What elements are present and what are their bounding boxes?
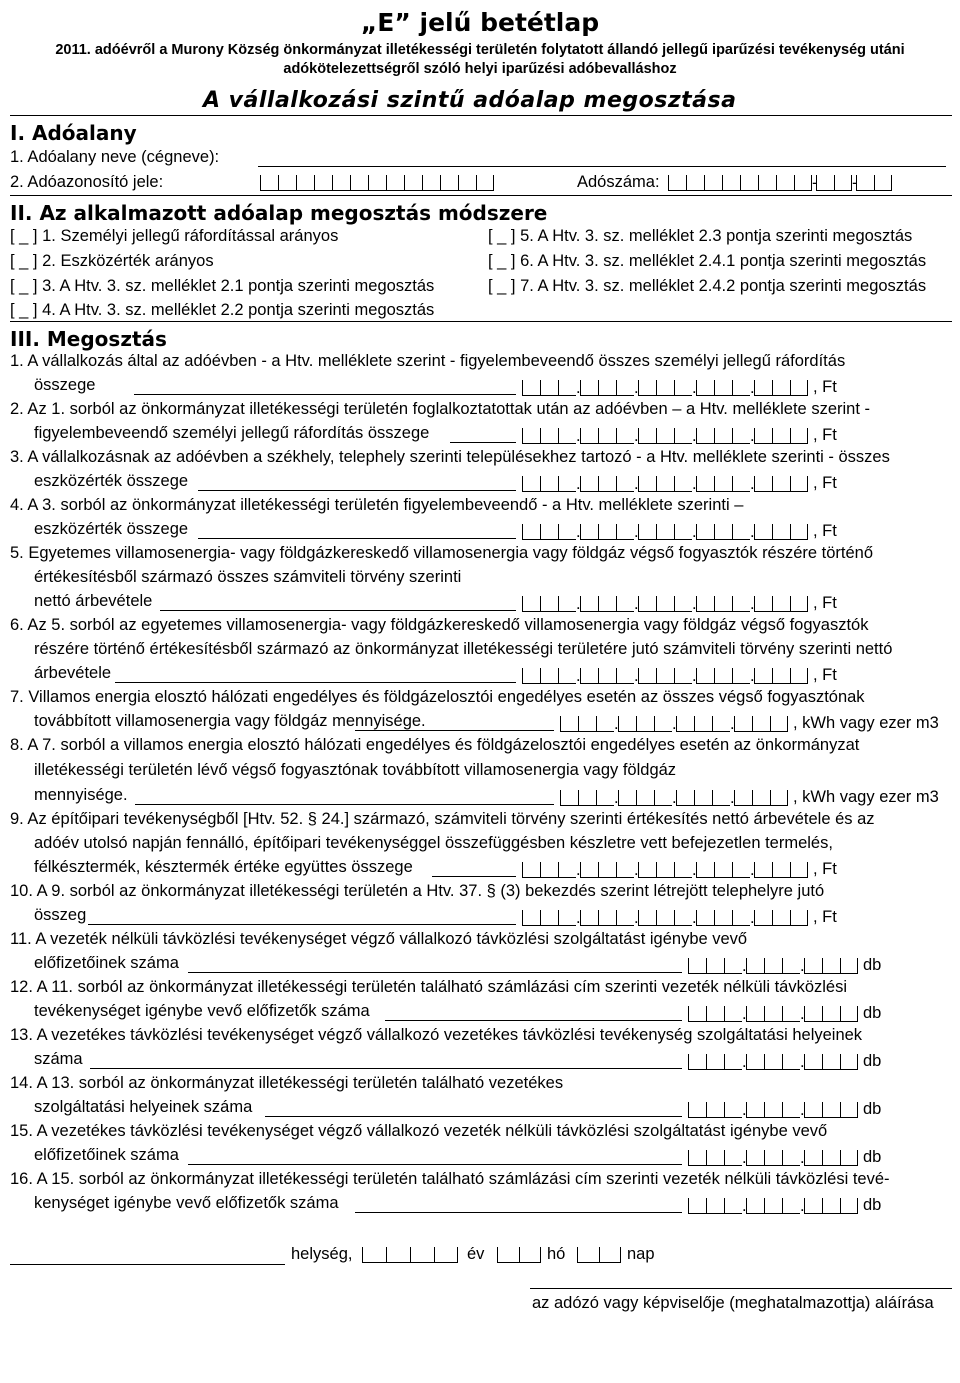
- item-15-amount-boxes[interactable]: . . db: [688, 1148, 881, 1166]
- item-16-label-line: 16. A 15. sorból az önkormányzat illetékességi területén található számlázási cím szerinti vezeték nélküli távközlési tevé-: [10, 1170, 890, 1188]
- item-1-amount-boxes[interactable]: . . . . , Ft: [522, 378, 837, 396]
- item-8-leader-line: [135, 804, 554, 805]
- tax-number-label: Adószáma:: [577, 173, 660, 191]
- item-13-label-line: száma: [34, 1050, 83, 1068]
- item-6-unit: , Ft: [813, 666, 837, 684]
- method-option-2[interactable]: [ _ ] 2. Eszközérték arányos: [10, 252, 214, 270]
- tax-id-boxes[interactable]: [260, 175, 494, 191]
- item-7-label-line: továbbított villamosenergia vagy földgáz mennyisége.: [34, 712, 426, 730]
- taxpayer-name-field[interactable]: [258, 166, 946, 167]
- item-7-unit: , kWh vagy ezer m3: [793, 714, 939, 732]
- item-16-label-line: kenységet igénybe vevő előfizetők száma: [34, 1194, 339, 1212]
- month-label: hó: [547, 1245, 566, 1263]
- item-1-unit: , Ft: [813, 378, 837, 396]
- item-15-leader-line: [188, 1164, 682, 1165]
- item-6-label-line: részére történő értékesítésből származó az önkormányzat illetékességi területére jutó számviteli törvény szerinti nettó: [34, 640, 893, 658]
- item-7-leader-line: [355, 730, 554, 731]
- method-option-3[interactable]: [ _ ] 3. A Htv. 3. sz. melléklet 2.1 pontja szerinti megosztás: [10, 277, 435, 295]
- day-boxes[interactable]: [577, 1247, 621, 1263]
- item-16-leader-line: [355, 1212, 682, 1213]
- tax-number-boxes[interactable]: - -: [668, 175, 892, 191]
- item-5-label-line: értékesítésből származó összes számviteli törvény szerinti: [34, 568, 462, 586]
- item-1-label-line: 1. A vállalkozás által az adóévben - a Htv. melléklete szerint - figyelembeveendő összes személyi jellegű ráfordítás: [10, 352, 846, 370]
- item-6-amount-boxes[interactable]: . . . . , Ft: [522, 666, 837, 684]
- method-option-4[interactable]: [ _ ] 4. A Htv. 3. sz. melléklet 2.2 pontja szerinti megosztás: [10, 301, 435, 319]
- item-11-unit: db: [863, 956, 882, 974]
- month-boxes[interactable]: [497, 1247, 541, 1263]
- item-12-amount-boxes[interactable]: . . db: [688, 1004, 881, 1022]
- divider: [10, 195, 952, 196]
- item-8-label-line: 8. A 7. sorból a villamos energia elosztó hálózati engedélyes és földgázelosztói engedélyes esetén az önkormányzat: [10, 736, 860, 754]
- item-9-leader-line: [432, 876, 516, 877]
- item-10-leader-line: [88, 924, 516, 925]
- item-16-amount-boxes[interactable]: . . db: [688, 1196, 881, 1214]
- item-14-leader-line: [265, 1116, 682, 1117]
- item-13-unit: db: [863, 1052, 882, 1070]
- item-2-leader-line: [450, 442, 516, 443]
- item-5-label-line: nettó árbevétele: [34, 592, 153, 610]
- item-11-leader-line: [188, 972, 682, 973]
- item-14-amount-boxes[interactable]: . . db: [688, 1100, 881, 1118]
- item-5-amount-boxes[interactable]: . . . . , Ft: [522, 594, 837, 612]
- item-14-label-line: 14. A 13. sorból az önkormányzat illetékességi területén található vezetékes: [10, 1074, 564, 1092]
- item-12-label-line: tevékenységet igénybe vevő előfizetők száma: [34, 1002, 370, 1020]
- item-8-amount-boxes[interactable]: . . . , kWh vagy ezer m3: [560, 788, 939, 806]
- method-option-5[interactable]: [ _ ] 5. A Htv. 3. sz. melléklet 2.3 pontja szerinti megosztás: [488, 227, 913, 245]
- item-5-unit: , Ft: [813, 594, 837, 612]
- item-1-label-line: összege: [34, 376, 96, 394]
- item-3-amount-boxes[interactable]: . . . . , Ft: [522, 474, 837, 492]
- item-12-leader-line: [385, 1020, 682, 1021]
- year-label: év: [467, 1245, 485, 1263]
- item-2-label-line: figyelembeveendő személyi jellegű ráfordítás összege: [34, 424, 430, 442]
- item-5-label-line: 5. Egyetemes villamosenergia- vagy földgázkereskedő villamosenergia vagy földgáz végső fogyasztók részére történő: [10, 544, 874, 562]
- item-8-label-line: illetékességi területén lévő végső fogyasztónak továbbított villamosenergia vagy földgáz: [34, 761, 677, 779]
- taxpayer-name-label: 1. Adóalany neve (cégneve):: [10, 148, 220, 166]
- item-3-leader-line: [198, 490, 516, 491]
- item-10-unit: , Ft: [813, 908, 837, 926]
- item-9-amount-boxes[interactable]: . . . . , Ft: [522, 860, 837, 878]
- item-6-leader-line: [115, 682, 516, 683]
- item-15-unit: db: [863, 1148, 882, 1166]
- year-boxes[interactable]: [362, 1247, 458, 1263]
- item-15-label-line: 15. A vezetékes távközlési tevékenységet végző vállalkozó vezeték nélküli távközlési szolgáltatást igénybe vevő: [10, 1122, 828, 1140]
- place-label: helység,: [291, 1245, 353, 1263]
- item-12-unit: db: [863, 1004, 882, 1022]
- item-2-label-line: 2. Az 1. sorból az önkormányzat illetékességi területén foglalkoztatottak után az adóévben – a Htv. melléklete szerint -: [10, 400, 870, 418]
- item-11-amount-boxes[interactable]: . . db: [688, 956, 881, 974]
- item-10-label-line: összeg: [34, 906, 87, 924]
- item-4-unit: , Ft: [813, 522, 837, 540]
- item-12-label-line: 12. A 11. sorból az önkormányzat illetékességi területén található számlázási cím szerinti vezeték nélküli távközlési: [10, 978, 848, 996]
- item-7-amount-boxes[interactable]: . . . , kWh vagy ezer m3: [560, 714, 939, 732]
- signature-label: az adózó vagy képviselője (meghatalmazottja) aláírása: [532, 1294, 934, 1312]
- item-14-unit: db: [863, 1100, 882, 1118]
- item-1-leader-line: [134, 394, 516, 395]
- item-3-unit: , Ft: [813, 474, 837, 492]
- item-9-label-line: adóév utolsó napján fennálló, építőipari tevékenységgel összefüggésben készletre vett befejezetlen termelés,: [34, 834, 833, 852]
- tax-id-label: 2. Adóazonosító jele:: [10, 173, 164, 191]
- item-13-amount-boxes[interactable]: . . db: [688, 1052, 881, 1070]
- item-5-leader-line: [160, 610, 516, 611]
- item-9-unit: , Ft: [813, 860, 837, 878]
- form-subtitle: A vállalkozási szintű adóalap megosztása: [203, 88, 737, 113]
- method-option-6[interactable]: [ _ ] 6. A Htv. 3. sz. melléklet 2.4.1 pontja szerinti megosztás: [488, 252, 927, 270]
- item-13-label-line: 13. A vezetékes távközlési tevékenységet végző vállalkozó vezetékes távközlési tevékenység szolgáltatási helyeinek: [10, 1026, 863, 1044]
- item-8-unit: , kWh vagy ezer m3: [793, 788, 939, 806]
- section-1-heading: I. Adóalany: [10, 121, 137, 145]
- item-13-leader-line: [90, 1068, 682, 1069]
- form-intro: 2011. adóévről a Murony Község önkormányzat illetékességi területén folytatott állandó jellegű iparűzési tevékenység utáni adókötelezettségről szóló helyi iparűzési adóbevalláshoz: [55, 42, 905, 77]
- item-7-label-line: 7. Villamos energia elosztó hálózati engedélyes és földgázelosztói engedélyes esetén az összes végső fogyasztónak: [10, 688, 865, 706]
- place-field[interactable]: [10, 1264, 285, 1265]
- item-9-label-line: 9. Az építőipari tevékenységből [Htv. 52. § 24.] származó, számviteli törvény szerinti értékesítés nettó árbevétele és az: [10, 810, 875, 828]
- item-2-amount-boxes[interactable]: . . . . , Ft: [522, 426, 837, 444]
- method-option-7[interactable]: [ _ ] 7. A Htv. 3. sz. melléklet 2.4.2 pontja szerinti megosztás: [488, 277, 927, 295]
- day-label: nap: [627, 1245, 655, 1263]
- item-9-label-line: félkésztermék, késztermék értéke együttes összege: [34, 858, 413, 876]
- item-4-label-line: eszközérték összege: [34, 520, 189, 538]
- section-2-heading: II. Az alkalmazott adóalap megosztás módszere: [10, 201, 548, 225]
- item-11-label-line: 11. A vezeték nélküli távközlési tevékenységet végző vállalkozó távközlési szolgáltatást igénybe vevő: [10, 930, 748, 948]
- signature-line[interactable]: [530, 1288, 952, 1289]
- divider: [10, 321, 952, 322]
- method-option-1[interactable]: [ _ ] 1. Személyi jellegű ráfordítással arányos: [10, 227, 339, 245]
- item-4-amount-boxes[interactable]: . . . . , Ft: [522, 522, 837, 540]
- item-15-label-line: előfizetőinek száma: [34, 1146, 179, 1164]
- item-8-label-line: mennyisége.: [34, 786, 128, 804]
- form-title: „E” jelű betétlap: [360, 8, 600, 37]
- item-10-amount-boxes[interactable]: . . . . , Ft: [522, 908, 837, 926]
- item-6-label-line: 6. Az 5. sorból az egyetemes villamosenergia- vagy földgázkereskedő villamosenergia vagy földgáz végső fogyasztók: [10, 616, 869, 634]
- item-2-unit: , Ft: [813, 426, 837, 444]
- item-11-label-line: előfizetőinek száma: [34, 954, 179, 972]
- item-4-leader-line: [198, 538, 516, 539]
- section-3-heading: III. Megosztás: [10, 327, 167, 351]
- item-4-label-line: 4. A 3. sorból az önkormányzat illetékességi területén figyelembeveendő - a Htv. melléklete szerinti –: [10, 496, 744, 514]
- item-16-unit: db: [863, 1196, 882, 1214]
- item-14-label-line: szolgáltatási helyeinek száma: [34, 1098, 253, 1116]
- item-3-label-line: eszközérték összege: [34, 472, 189, 490]
- item-3-label-line: 3. A vállalkozásnak az adóévben a székhely, telephely szerinti településekhez tartozó - a Htv. melléklete szerinti - összes: [10, 448, 890, 466]
- item-6-label-line: árbevétele: [34, 664, 112, 682]
- divider: [10, 115, 952, 116]
- item-10-label-line: 10. A 9. sorból az önkormányzat illetékességi területén a Htv. 37. § (3) bekezdés szerint létrejött telephelyre jutó: [10, 882, 825, 900]
